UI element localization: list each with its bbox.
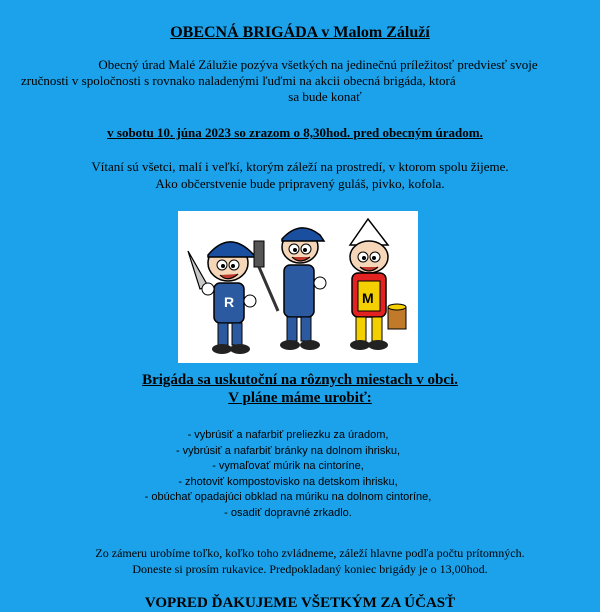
welcome-line-2: Ako občerstvenie bude pripravený guláš, pivko, kofola.: [155, 176, 445, 191]
page-title: OBECNÁ BRIGÁDA v Malom Záluží: [170, 24, 430, 41]
task-item: - obúchať opadajúci obklad na múriku na dolnom cintoríne,: [144, 491, 432, 503]
intro-line-3: sa bude konať: [288, 89, 362, 104]
svg-text:R: R: [224, 294, 235, 310]
task-item: - vybrúsiť a nafarbiť bránky na dolnom ihrisku,: [175, 444, 401, 457]
task-item: - vymaľovať múrik na cintoríne,: [212, 460, 364, 472]
welcome-line-1: Vítaní sú všetci, malí i veľkí, ktorým záleží na prostredí, v ktorom spolu žijeme.: [91, 159, 509, 174]
task-item: - vybrúsiť a nafarbiť preliezku za úradom,: [187, 429, 389, 441]
task-item: - osadiť dopravné zrkadlo.: [224, 506, 352, 519]
outro-line-1: Zo zámeru urobíme toľko, koľko toho zvládneme, záleží hlavne podľa počtu prítomných.: [95, 546, 525, 560]
date-line: v sobotu 10. júna 2023 so zrazom o 8,30hod. pred obecným úradom.: [107, 125, 483, 140]
cartoon-workers-illustration: [178, 211, 418, 363]
cartoon-workers-image: [178, 211, 418, 363]
intro-paragraph: [20, 57, 580, 105]
worker-with-trowel: [188, 242, 256, 354]
intro-line-2: zručnosti v spoločnosti s rovnako naladenými ľuďmi na akcii obecná brigáda, ktorá: [21, 73, 456, 88]
outro-paragraph: [20, 545, 600, 577]
task-list: [0, 428, 588, 521]
locations-heading: Brigáda sa uskutoční na rôznych miestach v obci.: [142, 372, 458, 388]
plan-heading: V pláne máme urobiť:: [228, 390, 372, 406]
task-item: - zhotoviť kompostovisko na detskom ihrisku,: [178, 475, 398, 488]
worker-with-paint-bucket: [350, 219, 406, 350]
thanks-line: VOPRED ĎAKUJEME VŠETKÝM ZA ÚČASŤ: [144, 595, 456, 611]
worker-with-roller: [254, 228, 326, 350]
svg-text:M: M: [362, 290, 374, 306]
outro-line-2: Doneste si prosím rukavice. Predpokladaný koniec brigády je o 13,00hod.: [132, 562, 488, 576]
locations-section: [0, 371, 600, 407]
intro-line-1: Obecný úrad Malé Zálužie pozýva všetkých na jedinečnú príležitosť predviesť svoje: [98, 57, 538, 72]
welcome-paragraph: [0, 158, 600, 192]
